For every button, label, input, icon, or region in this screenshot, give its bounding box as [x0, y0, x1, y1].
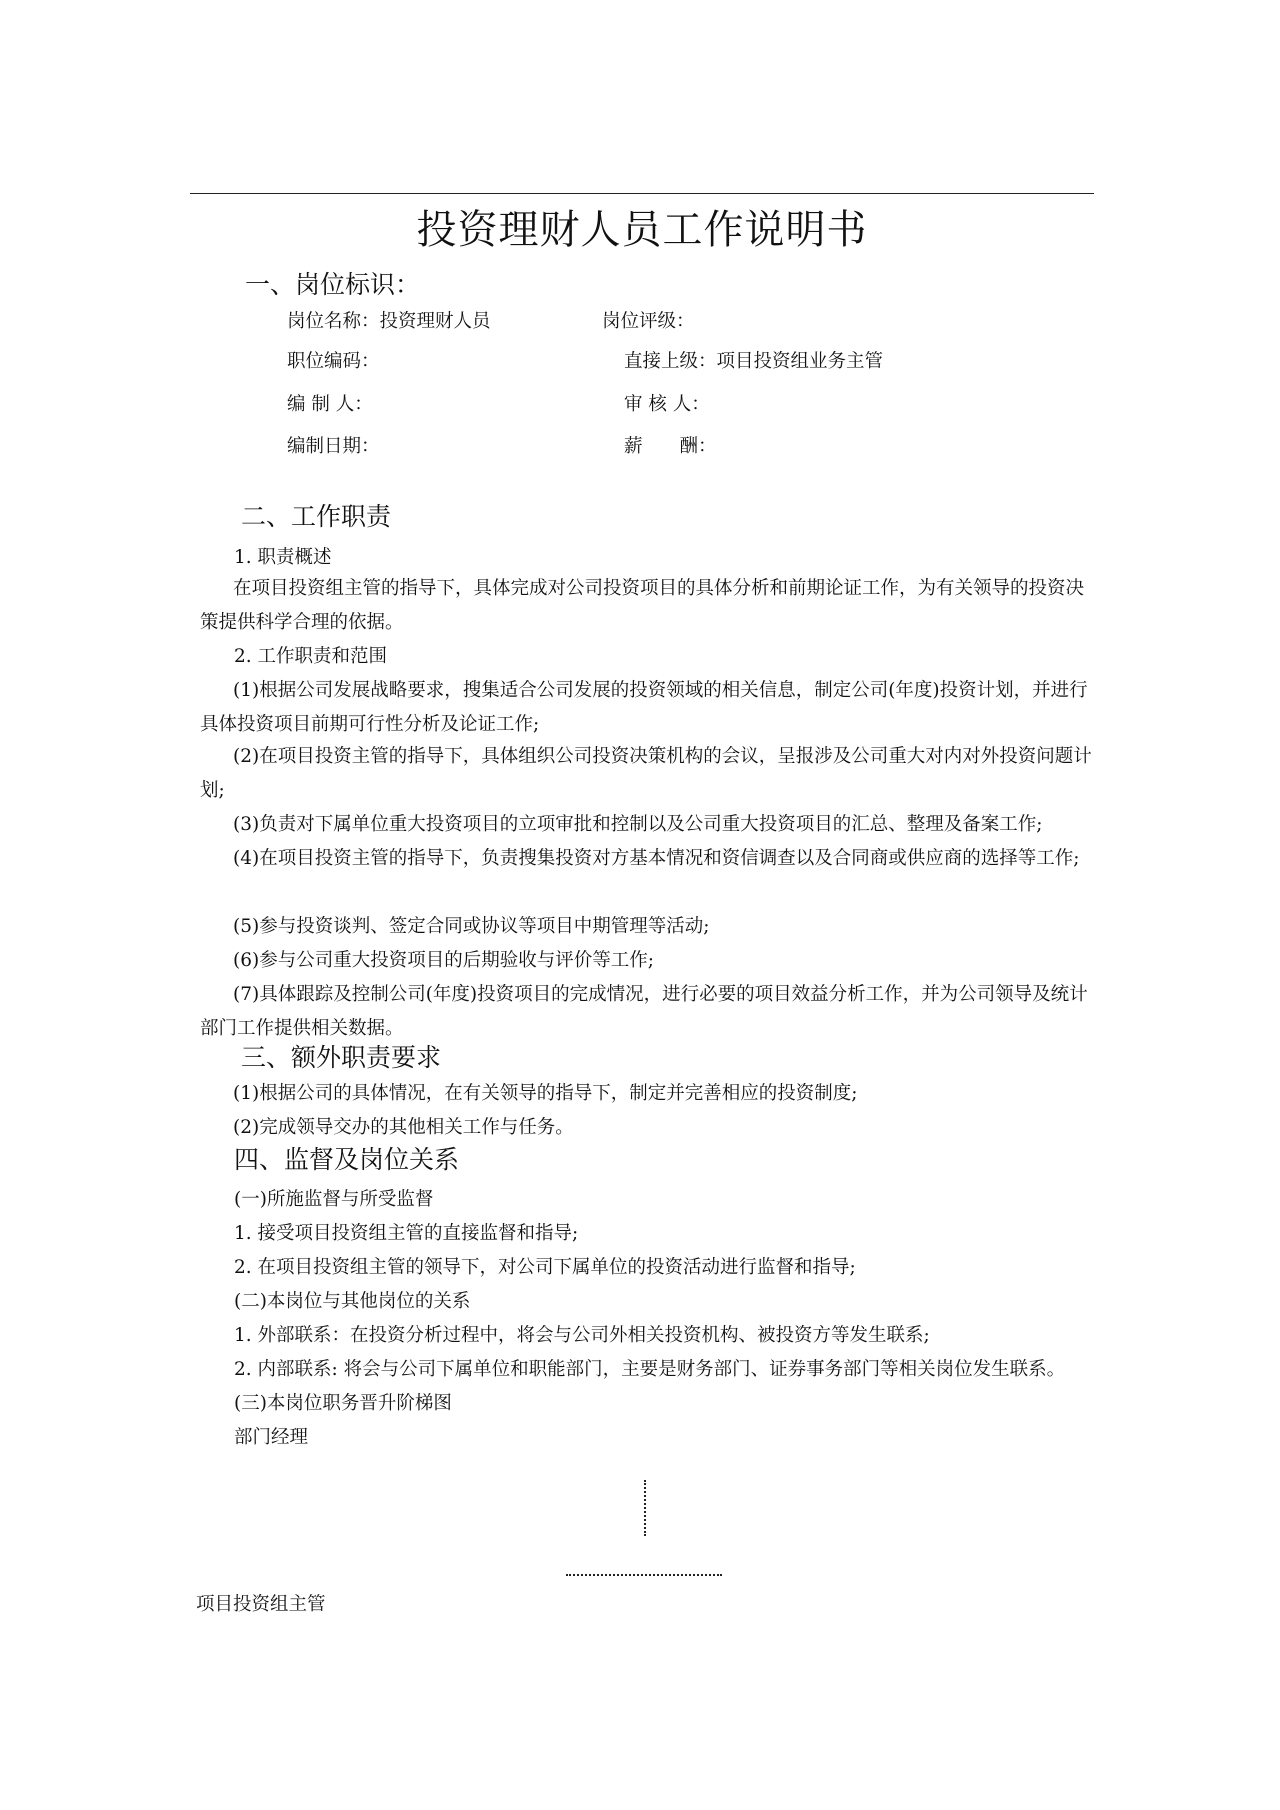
duty-item-7: (7)具体跟踪及控制公司(年度)投资项目的完成情况，进行必要的项目效益分析工作，并为公司领导及统计部门工作提供相关数据。 [200, 984, 1088, 1039]
relations-subheading: (二)本岗位与其他岗位的关系 [234, 1291, 471, 1312]
extra-item-1: (1)根据公司的具体情况，在有关领导的指导下，制定并完善相应的投资制度; [233, 1083, 858, 1104]
duty-item-6: (6)参与公司重大投资项目的后期验收与评价等工作; [233, 950, 654, 971]
duty-item-3: (3)负责对下属单位重大投资项目的立项审批和控制以及公司重大投资项目的汇总、整理及备案工作; [233, 814, 1043, 835]
section2-heading: 二、工作职责 [241, 502, 392, 531]
duty-item-1: (1)根据公司发展战略要求，搜集适合公司发展的投资领域的相关信息，制定公司(年度)投资计划，并进行具体投资项目前期可行性分析及论证工作; [200, 680, 1088, 735]
section3-heading: 三、额外职责要求 [241, 1043, 442, 1072]
direct-supervisor: 直接上级：项目投资组业务主管 [624, 351, 884, 372]
section2-sub2: 2. 工作职责和范围 [234, 646, 388, 667]
section4-heading: 四、监督及岗位关系 [234, 1145, 460, 1174]
supervision-item-1: 1. 接受项目投资组主管的直接监督和指导; [234, 1223, 579, 1244]
relations-item-1: 1. 外部联系：在投资分析过程中，将会与公司外相关投资机构、被投资方等发生联系; [234, 1325, 930, 1346]
position-code: 职位编码： [287, 351, 380, 372]
section1-heading: 一、岗位标识： [245, 270, 421, 299]
ladder-top-position: 部门经理 [234, 1427, 309, 1448]
position-grade: 岗位评级： [602, 311, 695, 332]
supervision-subheading: (一)所施监督与所受监督 [234, 1189, 434, 1210]
relations-item-2: 2. 内部联系: 将会与公司下属单位和职能部门，主要是财务部门、证券事务部门等相关岗位发生联系。 [234, 1359, 1066, 1380]
supervision-item-2: 2. 在项目投资组主管的领导下，对公司下属单位的投资活动进行监督和指导; [234, 1257, 856, 1278]
section2-sub1: 1. 职责概述 [234, 547, 332, 568]
duty-item-5: (5)参与投资谈判、签定合同或协议等项目中期管理等活动; [233, 916, 710, 937]
duty-item-2: (2)在项目投资主管的指导下，具体组织公司投资决策机构的会议，呈报涉及公司重大对内对外投资问题计划; [200, 746, 1092, 801]
promotion-subheading: (三)本岗位职务晋升阶梯图 [234, 1393, 452, 1414]
extra-item-2: (2)完成领导交办的其他相关工作与任务。 [233, 1117, 574, 1138]
document-title: 投资理财人员工作说明书 [416, 207, 868, 253]
duty-item-4: (4)在项目投资主管的指导下，负责搜集投资对方基本情况和资信调查以及合同商或供应商的选择等工作; [233, 848, 1080, 869]
prepared-date: 编制日期： [287, 436, 380, 457]
ladder-bottom-position: 项目投资组主管 [196, 1594, 326, 1615]
ladder-connector-horizontal [566, 1574, 722, 1576]
top-rule [190, 193, 1094, 194]
salary: 薪 酬： [624, 436, 717, 457]
author: 编 制 人： [287, 394, 373, 415]
position-name: 岗位名称：投资理财人员 [287, 311, 491, 332]
reviewer: 审 核 人： [624, 394, 710, 415]
ladder-connector-vertical [644, 1480, 646, 1536]
overview-paragraph: 在项目投资组主管的指导下，具体完成对公司投资项目的具体分析和前期论证工作，为有关领导的投资决策提供科学合理的依据。 [200, 578, 1085, 633]
